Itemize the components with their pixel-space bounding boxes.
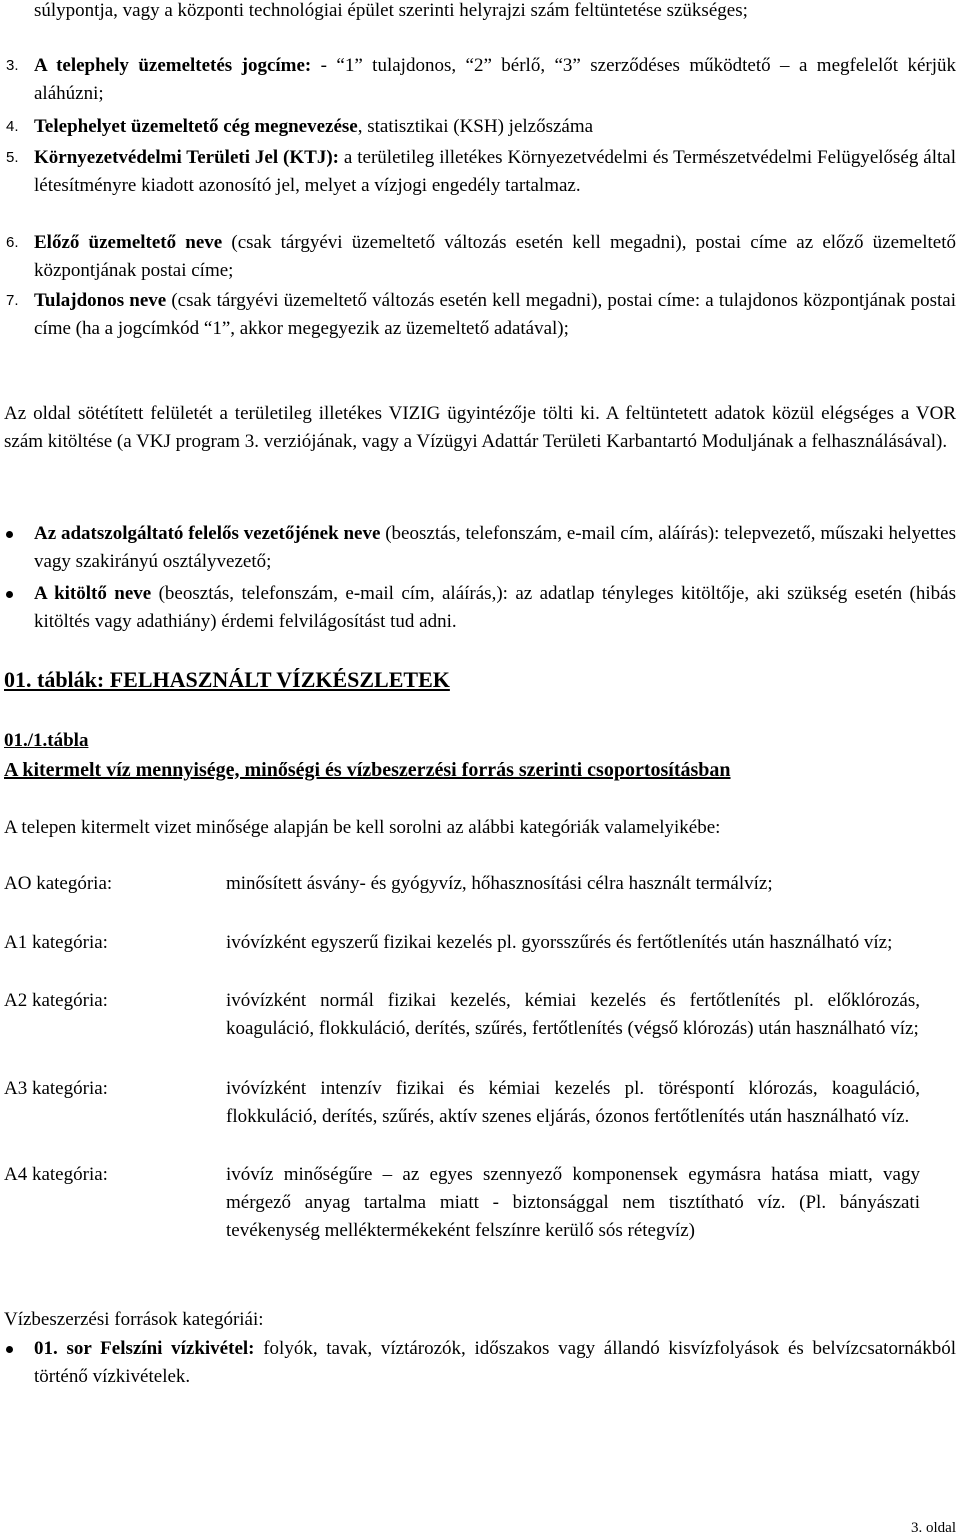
category-description: ivóvízként intenzív fizikai és kémiai kezelés pl. töréspontí klórozás, koaguláció, flokkuláció, derítés, szűrés, aktív szenes eljárás, ózonos fertőtlenítés után használható víz. xyxy=(226,1078,920,1127)
list-item-3: 3. A telephely üzemeltetés jogcíme: - “1” tulajdonos, “2” bérlő, “3” szerződéses működtető – a megfelelőt kérjük aláhúzni; xyxy=(0,52,956,107)
page-number: 3. oldal xyxy=(911,1520,956,1536)
category-description: ivóvíz minőségűre – az egyes szennyező komponensek egymásra hatása miatt, vagy mérgező anyag tartalma miatt - biztonsággal nem tisztítható víz. (Pl. bányászati tevékenység melléktermékeként felszínre kerülő sós rétegvíz) xyxy=(226,1164,920,1241)
section-title: 01. táblák: FELHASZNÁLT VÍZKÉSZLETEK xyxy=(4,667,450,692)
category-label: A4 kategória: xyxy=(4,1164,108,1185)
list-item-5: 5. Környezetvédelmi Területi Jel (KTJ): a területileg illetékes Környezetvédelmi és Természetvédelmi Felügyelőség által létesítményre kiadott azonosító jel, melyet a vízjogi engedély tartalmaz. xyxy=(0,144,956,199)
category-row xyxy=(0,1075,960,1131)
list-number: 5. xyxy=(6,149,19,166)
bullet-icon xyxy=(6,1346,13,1353)
list-item-7: 7. Tulajdonos neve (csak tárgyévi üzemeltető változás esetén kell megadni), postai címe: a tulajdonos központjának postai címe (ha a jogcímkód “1”, akkor megegyezik az üzemeltető adatával); xyxy=(0,287,956,342)
list-number: 4. xyxy=(6,118,19,135)
note-paragraph: Az oldal sötétített felületét a területileg illetékes VIZIG ügyintézője tölti ki. A feltüntetett adatok közül elégséges a VOR szám kitöltése (a VKJ program 3. verziójának, vagy a Vízügyi Adattár Területi Karbantartó Moduljának a felhasználásával). xyxy=(4,403,956,452)
bullet-item-filler: A kitöltő neve (beosztás, telefonszám, e-mail cím, aláírás,): az adatlap tényleges kitöltője, aki szükség esetén (hibás kitöltés vagy adathiány) érdemi felvilágosítást tud adni. xyxy=(0,580,956,635)
category-description: minősített ásvány- és gyógyvíz, hőhasznosítási célra használt termálvíz; xyxy=(226,873,773,894)
list-item-6: 6. Előző üzemeltető neve (csak tárgyévi üzemeltető változás esetén kell megadni), postai címe az előző üzemeltető központjának postai címe; xyxy=(0,229,956,284)
bullet-icon xyxy=(6,591,13,598)
category-description: ivóvízként normál fizikai kezelés, kémiai kezelés és fertőtlenítés pl. előklórozás, koaguláció, flokkuláció, derítés, szűrés, fertőtlenítés (végső klórozás) után használható víz; xyxy=(226,990,920,1039)
list-number: 6. xyxy=(6,234,19,251)
bullet-item-leader: Az adatszolgáltató felelős vezetőjének neve (beosztás, telefonszám, e-mail cím, aláírás): telepvezető, műszaki helyettes vagy szakirányú osztályvezető; xyxy=(0,520,956,575)
sources-heading: Vízbeszerzési források kategóriái: xyxy=(4,1309,264,1330)
category-label: A1 kategória: xyxy=(4,932,108,953)
category-label: A3 kategória: xyxy=(4,1078,108,1099)
intro-line: A telepen kitermelt vizet minősége alapján be kell sorolni az alábbi kategóriák valamelyikébe: xyxy=(4,817,721,838)
list-number: 7. xyxy=(6,292,19,309)
category-row xyxy=(0,929,960,957)
table-title: A kitermelt víz mennyisége, minőségi és vízbeszerzési forrás szerinti csoportosításban xyxy=(4,759,731,781)
category-label: A2 kategória: xyxy=(4,990,108,1011)
bullet-icon xyxy=(6,531,13,538)
top-fragment: súlypontja, vagy a központi technológiai épület szerinti helyrajzi szám feltüntetése szükséges; xyxy=(34,0,748,21)
category-row xyxy=(0,1161,960,1245)
category-row xyxy=(0,870,960,898)
bullet-item-source: 01. sor Felszíni vízkivétel: folyók, tavak, víztározók, időszakos vagy állandó kisvízfolyások és belvízcsatornákból történő vízkivételek. xyxy=(0,1335,956,1390)
table-id: 01./1.tábla xyxy=(4,730,89,751)
category-description: ivóvízként egyszerű fizikai kezelés pl. gyorsszűrés és fertőtlenítés után használható víz; xyxy=(226,932,893,953)
list-number: 3. xyxy=(6,57,19,74)
category-row xyxy=(0,987,960,1043)
category-label: AO kategória: xyxy=(4,873,113,894)
list-item-4: 4. Telephelyet üzemeltető cég megnevezése, statisztikai (KSH) jelzőszáma xyxy=(0,113,956,141)
